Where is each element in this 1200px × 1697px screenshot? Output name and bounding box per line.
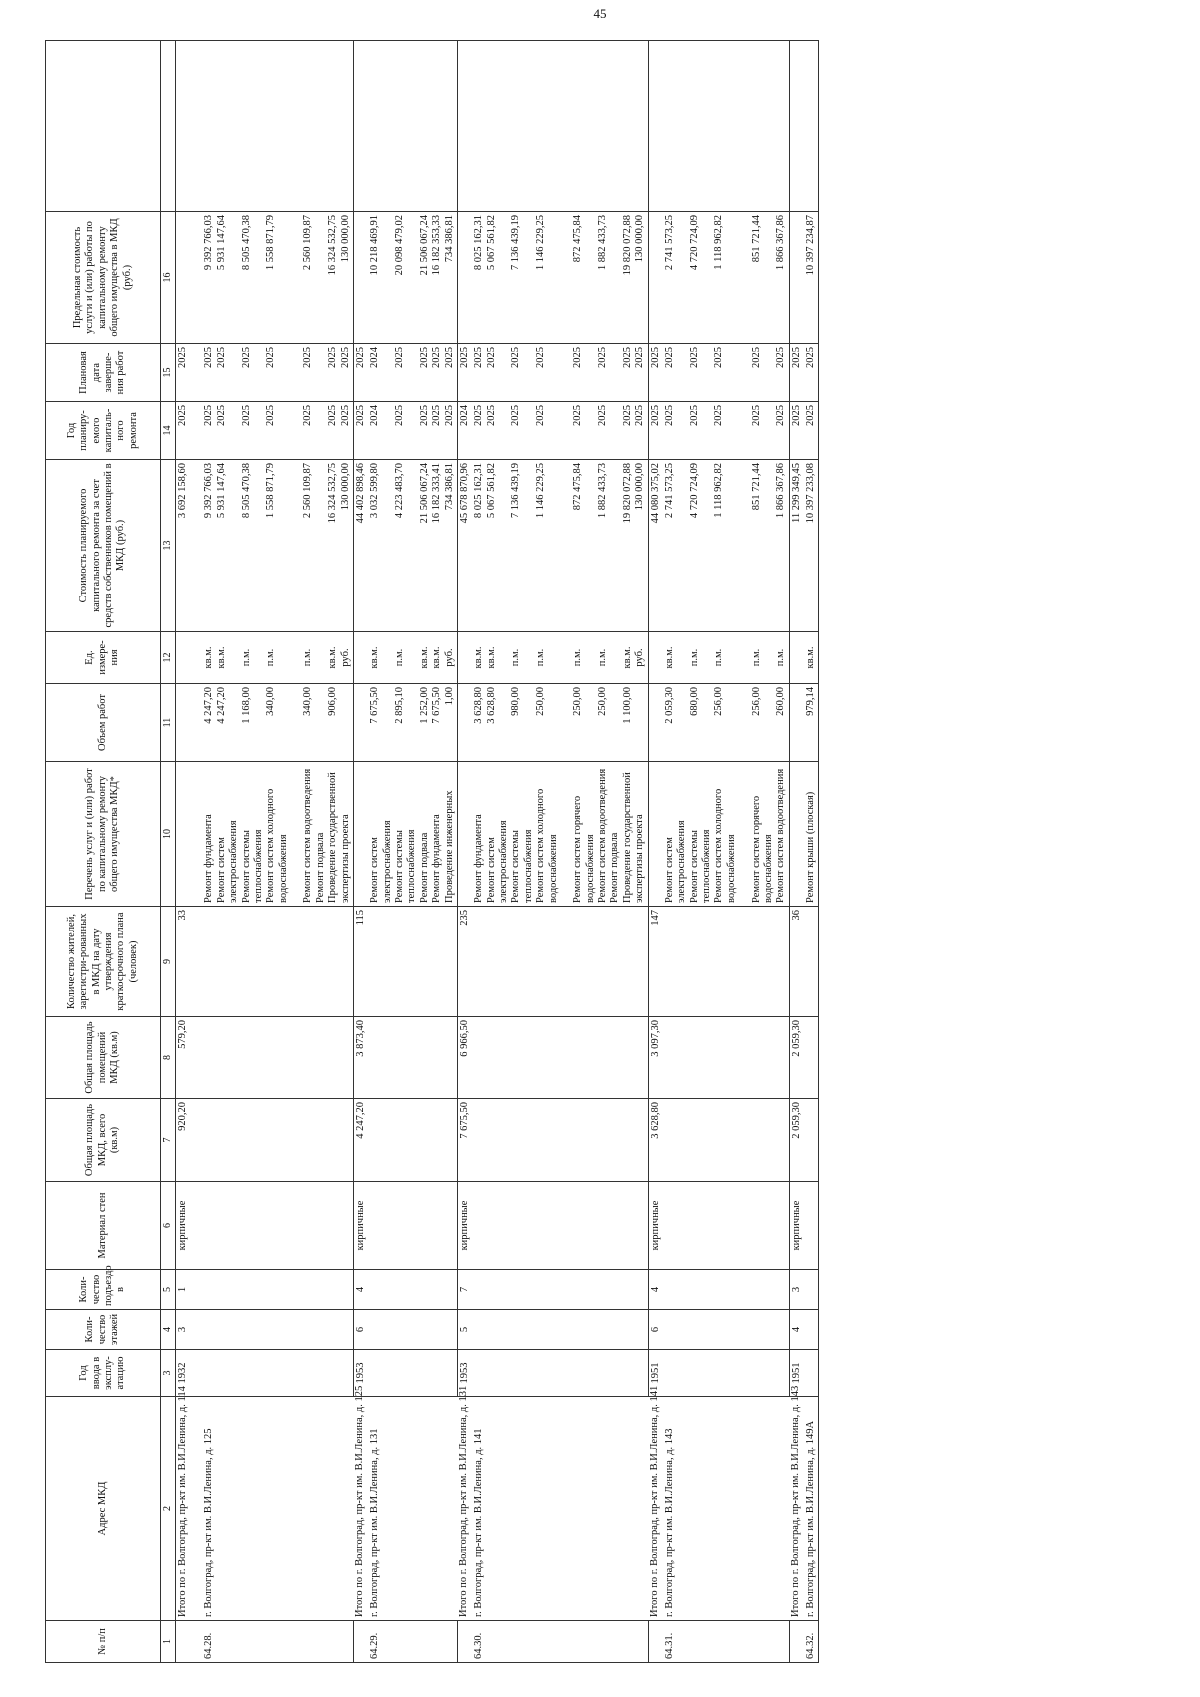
cell-year: 1951: [648, 1350, 663, 1397]
cell-area-total: 4 247,20: [353, 1099, 368, 1182]
column-number: 1: [161, 1621, 176, 1663]
blank-header-cell: [46, 41, 161, 212]
cell-volume: 4 247,20 4 247,20 1 168,00 340,00 340,00 906,00: [202, 684, 353, 762]
cell-floors: [804, 1310, 819, 1350]
capital-repair-table: [45, 40, 819, 1663]
cell-limit: [353, 212, 368, 344]
cell-num: 64.29.: [368, 1621, 457, 1663]
cell-unit: [789, 632, 804, 684]
cell-area-rooms: [368, 1017, 457, 1099]
cell-year: 1953: [353, 1350, 368, 1397]
table-row-object: [663, 41, 789, 1663]
cell-finish: 2025: [176, 344, 191, 402]
cell-finish: 2025: [648, 344, 663, 402]
cell-material: [663, 1182, 789, 1270]
cell-area-rooms: [202, 1017, 353, 1099]
table-row-object: [804, 41, 819, 1663]
cell-works: [176, 762, 191, 907]
cell-floors: 4: [789, 1310, 804, 1350]
header-cell: Плановая дата заверше-ния работ: [46, 344, 161, 402]
cell-area-rooms: [472, 1017, 648, 1099]
cell-material: [202, 1182, 353, 1270]
cell-cost: 10 397 233,08: [804, 460, 819, 632]
cell-limit: [176, 212, 191, 344]
cell-floors: [368, 1310, 457, 1350]
column-number: 4: [161, 1310, 176, 1350]
cell-finish: 2025: [353, 344, 368, 402]
cell-year: 1953: [457, 1350, 472, 1397]
cell-cost: 8 025 162,31 5 067 561,82 7 136 439,19 1 146 229,25 872 475,84 1 882 433,73 19 820 072,88 130 000,00: [472, 460, 648, 632]
cell-plan-year: 2025: [353, 402, 368, 460]
cell-works: Ремонт систем электроснабжения Ремонт системы теплоснабжения Ремонт подвала Ремонт фундамента Проведение инженерных: [368, 762, 457, 907]
table-row-total: [789, 41, 804, 1663]
cell-unit: кв.м. кв.м. п.м. п.м. п.м. п.м. кв.м. руб.: [472, 632, 648, 684]
cell-year: 1932: [176, 1350, 191, 1397]
header-cell: Общая площадь МКД, всего (кв.м): [46, 1099, 161, 1182]
cell-material: [472, 1182, 648, 1270]
cell-area-rooms: 3 873,40: [353, 1017, 368, 1099]
cell-unit: [457, 632, 472, 684]
header-cell: Адрес МКД: [46, 1397, 161, 1621]
cell-limit: 10 397 234,87: [804, 212, 819, 344]
cell-residents: 36: [789, 907, 804, 1017]
cell-area-rooms: 2 059,30: [789, 1017, 804, 1099]
cell-residents: 115: [353, 907, 368, 1017]
cell-cost: 3 032 599,80 4 223 483,70 21 506 067,24 16 182 333,41 734 386,81: [368, 460, 457, 632]
cell-material: кирпичные: [176, 1182, 191, 1270]
cell-total-label: Итого по г. Волгоград, пр-кт им. В.И.Ленина, д. 125: [353, 1397, 368, 1621]
cell-finish: 2025 2025 2025 2025 2025 2025 2025 2025: [472, 344, 648, 402]
cell-address: г. Волгоград, пр-кт им. В.И.Ленина, д. 149А: [804, 1397, 819, 1621]
cell-year: 1951: [789, 1350, 804, 1397]
cell-floors: 3: [176, 1310, 191, 1350]
cell-total-label: Итого по г. Волгоград, пр-кт им. В.И.Ленина, д. 143: [789, 1397, 804, 1621]
column-number: 9: [161, 907, 176, 1017]
cell-material: кирпичные: [457, 1182, 472, 1270]
cell-blank: [789, 41, 804, 212]
table-body: [176, 41, 819, 1663]
header-cell: Ед. измере-ния: [46, 632, 161, 684]
header-cell: Количество жителей, зарегистри-рованных в МКД на дату утверждения краткосрочного плана (человек): [46, 907, 161, 1017]
cell-floors: [472, 1310, 648, 1350]
cell-unit: кв.м. п.м. п.м. п.м. п.м.: [663, 632, 789, 684]
cell-finish: 2025 2025 2025 2025 2025: [663, 344, 789, 402]
cell-residents: [804, 907, 819, 1017]
cell-volume: [176, 684, 191, 762]
header-cell: Материал стен: [46, 1182, 161, 1270]
header-cell: Предельная стоимость услуги и (или) работы по капитальному ремонту общего имущества в МКД (руб.): [46, 212, 161, 344]
column-number: 11: [161, 684, 176, 762]
cell-floors: 6: [353, 1310, 368, 1350]
header-row: [46, 41, 161, 1663]
cell-area-rooms: [804, 1017, 819, 1099]
cell-finish: 2024 2025 2025 2025 2025: [368, 344, 457, 402]
cell-finish: 2025: [804, 344, 819, 402]
cell-floors: [663, 1310, 789, 1350]
cell-unit: [648, 632, 663, 684]
cell-residents: 33: [176, 907, 191, 1017]
cell-material: кирпичные: [353, 1182, 368, 1270]
table-row-total: [648, 41, 663, 1663]
cell-plan-year: 2024 2025 2025 2025 2025: [368, 402, 457, 460]
header-cell: Год планиру-емого капиталь-ного ремонта: [46, 402, 161, 460]
cell-works: [353, 762, 368, 907]
cell-num: 64.30.: [472, 1621, 648, 1663]
cell-blank: [176, 41, 191, 212]
table-row-total: [457, 41, 472, 1663]
column-number: 7: [161, 1099, 176, 1182]
cell-entrances: 4: [648, 1270, 663, 1310]
cell-num: [648, 1621, 663, 1663]
cell-entrances: 7: [457, 1270, 472, 1310]
column-number: 3: [161, 1350, 176, 1397]
column-number: 8: [161, 1017, 176, 1099]
cell-floors: 5: [457, 1310, 472, 1350]
header-cell: Коли-чество подъездо в: [46, 1270, 161, 1310]
cell-address: г. Волгоград, пр-кт им. В.И.Ленина, д. 131: [368, 1397, 457, 1621]
cell-works: Ремонт крыши (плоская): [804, 762, 819, 907]
cell-year: [663, 1350, 789, 1397]
cell-area-rooms: [663, 1017, 789, 1099]
cell-unit: [353, 632, 368, 684]
cell-area-total: [368, 1099, 457, 1182]
cell-finish: 2025: [789, 344, 804, 402]
cell-blank: [457, 41, 472, 212]
cell-limit: 10 218 469,91 20 098 479,02 21 506 067,24 16 182 353,33 734 386,81: [368, 212, 457, 344]
cell-residents: [368, 907, 457, 1017]
cell-residents: 235: [457, 907, 472, 1017]
cell-unit: кв.м. кв.м. п.м. п.м. п.м. кв.м. руб.: [202, 632, 353, 684]
cell-plan-year: 2024: [457, 402, 472, 460]
cell-num: [176, 1621, 191, 1663]
cell-volume: 979,14: [804, 684, 819, 762]
cell-cost: 3 692 158,60: [176, 460, 191, 632]
cell-area-total: [202, 1099, 353, 1182]
cell-works: [457, 762, 472, 907]
header-cell: Коли-чество этажей: [46, 1310, 161, 1350]
cell-blank: [648, 41, 663, 212]
cell-floors: [202, 1310, 353, 1350]
cell-num: 64.28.: [202, 1621, 353, 1663]
blank-column-number: [161, 41, 176, 212]
cell-cost: 2 741 573,25 4 720 724,09 1 118 962,82 851 721,44 1 866 367,86: [663, 460, 789, 632]
header-cell: № п/п: [46, 1621, 161, 1663]
cell-blank: [663, 41, 789, 212]
header-cell: Общая площадь помещений МКД (кв.м): [46, 1017, 161, 1099]
cell-area-rooms: 579,20: [176, 1017, 191, 1099]
cell-works: Ремонт фундамента Ремонт систем электроснабжения Ремонт системы теплоснабжения Ремонт систем холодного водоснабжения Ремонт систем горячего водоснабжения Ремонт систем водоотведения Ремонт подвала Проведение государственной экспертизы проекта: [472, 762, 648, 907]
cell-address: г. Волгоград, пр-кт им. В.И.Ленина, д. 125: [202, 1397, 353, 1621]
cell-plan-year: 2025 2025 2025 2025 2025 2025 2025: [202, 402, 353, 460]
page-number: 45: [593, 6, 607, 21]
table-row-total: [353, 41, 368, 1663]
column-number: 16: [161, 212, 176, 344]
cell-area-total: 3 628,80: [648, 1099, 663, 1182]
cell-residents: [472, 907, 648, 1017]
cell-area-total: [472, 1099, 648, 1182]
cell-limit: 9 392 766,03 5 931 147,64 8 505 470,38 1 558 871,79 2 560 109,87 16 324 532,75 130 000,00: [202, 212, 353, 344]
column-number: 6: [161, 1182, 176, 1270]
header-cell: Перечень услуг и (или) работ по капитальному ремонту общего имущества МКД*: [46, 762, 161, 907]
cell-entrances: 4: [353, 1270, 368, 1310]
cell-limit: [457, 212, 472, 344]
cell-year: [368, 1350, 457, 1397]
cell-material: кирпичные: [648, 1182, 663, 1270]
cell-finish: 2025: [457, 344, 472, 402]
cell-entrances: 3: [789, 1270, 804, 1310]
cell-year: [472, 1350, 648, 1397]
cell-volume: [457, 684, 472, 762]
table-row-total: [176, 41, 191, 1663]
cell-works: Ремонт систем электроснабжения Ремонт системы теплоснабжения Ремонт систем холодного водоснабжения Ремонт систем горячего водоснабжения Ремонт систем водоотведения: [663, 762, 789, 907]
cell-works: [789, 762, 804, 907]
header-cell: Стоимость планируемого капитального ремонта за счет средств собственников помещений в МКД (руб.): [46, 460, 161, 632]
cell-finish: 2025 2025 2025 2025 2025 2025 2025: [202, 344, 353, 402]
column-number-row: [161, 41, 176, 1663]
cell-residents: [663, 907, 789, 1017]
cell-blank: [804, 41, 819, 212]
cell-area-total: [663, 1099, 789, 1182]
cell-area-total: 7 675,50: [457, 1099, 472, 1182]
cell-num: [457, 1621, 472, 1663]
cell-cost: 44 080 375,02: [648, 460, 663, 632]
cell-volume: 3 628,80 3 628,80 980,00 250,00 250,00 250,00 1 100,00: [472, 684, 648, 762]
cell-address: г. Волгоград, пр-кт им. В.И.Ленина, д. 141: [472, 1397, 648, 1621]
cell-cost: 45 678 870,96: [457, 460, 472, 632]
cell-plan-year: 2025 2025 2025 2025 2025 2025 2025 2025: [472, 402, 648, 460]
table-row-object: [368, 41, 457, 1663]
cell-limit: 2 741 573,25 4 720 724,09 1 118 962,82 851 721,44 1 866 367,86: [663, 212, 789, 344]
column-number: 12: [161, 632, 176, 684]
cell-cost: 9 392 766,03 5 931 147,64 8 505 470,38 1 558 871,79 2 560 109,87 16 324 532,75 130 000,00: [202, 460, 353, 632]
cell-works: Ремонт фундамента Ремонт систем электроснабжения Ремонт системы теплоснабжения Ремонт систем холодного водоснабжения Ремонт систем водоотведения Ремонт подвала Проведение государственной экспертизы проекта: [202, 762, 353, 907]
cell-entrances: [804, 1270, 819, 1310]
cell-year: [804, 1350, 819, 1397]
table-row-object: [202, 41, 353, 1663]
cell-residents: [202, 907, 353, 1017]
cell-num: 64.32.: [804, 1621, 819, 1663]
cell-num: 64.31.: [663, 1621, 789, 1663]
cell-limit: [648, 212, 663, 344]
cell-limit: [789, 212, 804, 344]
cell-area-total: [804, 1099, 819, 1182]
cell-entrances: 1: [176, 1270, 191, 1310]
cell-total-label: Итого по г. Волгоград, пр-кт им. В.И.Ленина, д. 131: [457, 1397, 472, 1621]
cell-unit: [176, 632, 191, 684]
cell-plan-year: 2025 2025 2025 2025 2025: [663, 402, 789, 460]
cell-area-total: 2 059,30: [789, 1099, 804, 1182]
cell-works: [648, 762, 663, 907]
cell-entrances: [663, 1270, 789, 1310]
cell-volume: [353, 684, 368, 762]
cell-cost: 11 299 349,45: [789, 460, 804, 632]
cell-material: кирпичные: [789, 1182, 804, 1270]
table-row-spacer: [190, 41, 202, 1663]
cell-blank: [472, 41, 648, 212]
header-cell: Год ввода в эксплу-атацию: [46, 1350, 161, 1397]
column-number: 10: [161, 762, 176, 907]
column-number: 5: [161, 1270, 176, 1310]
cell-cost: 44 402 898,46: [353, 460, 368, 632]
cell-total-label: Итого по г. Волгоград, пр-кт им. В.И.Ленина, д. 114: [176, 1397, 191, 1621]
cell-blank: [202, 41, 353, 212]
cell-plan-year: 2025: [804, 402, 819, 460]
cell-limit: 8 025 162,31 5 067 561,82 7 136 439,19 1 146 229,25 872 475,84 1 882 433,73 19 820 072,88 130 000,00: [472, 212, 648, 344]
cell-entrances: [368, 1270, 457, 1310]
cell-entrances: [472, 1270, 648, 1310]
column-number: 14: [161, 402, 176, 460]
cell-total-label: Итого по г. Волгоград, пр-кт им. В.И.Ленина, д. 141: [648, 1397, 663, 1621]
cell-volume: [648, 684, 663, 762]
cell-residents: 147: [648, 907, 663, 1017]
cell-volume: 7 675,50 2 895,10 1 252,00 7 675,50 1,00: [368, 684, 457, 762]
cell-volume: [789, 684, 804, 762]
cell-material: [368, 1182, 457, 1270]
cell-area-rooms: 6 966,50: [457, 1017, 472, 1099]
cell-entrances: [202, 1270, 353, 1310]
cell-num: [353, 1621, 368, 1663]
cell-blank: [368, 41, 457, 212]
cell-unit: кв.м.: [804, 632, 819, 684]
column-number: 2: [161, 1397, 176, 1621]
rotated-table-frame: [45, 41, 1171, 1663]
cell-area-rooms: 3 097,30: [648, 1017, 663, 1099]
cell-plan-year: 2025: [648, 402, 663, 460]
header-cell: Объем работ: [46, 684, 161, 762]
cell-year: [202, 1350, 353, 1397]
cell-plan-year: 2025: [789, 402, 804, 460]
cell-address: г. Волгоград, пр-кт им. В.И.Ленина, д. 143: [663, 1397, 789, 1621]
cell-blank: [353, 41, 368, 212]
column-number: 15: [161, 344, 176, 402]
cell-area-total: 920,20: [176, 1099, 191, 1182]
cell-plan-year: 2025: [176, 402, 191, 460]
cell-material: [804, 1182, 819, 1270]
cell-unit: кв.м. п.м. кв.м. кв.м. руб.: [368, 632, 457, 684]
cell-floors: 6: [648, 1310, 663, 1350]
column-number: 13: [161, 460, 176, 632]
cell-num: [789, 1621, 804, 1663]
table-row-object: [472, 41, 648, 1663]
cell-volume: 2 059,30 680,00 256,00 256,00 260,00: [663, 684, 789, 762]
